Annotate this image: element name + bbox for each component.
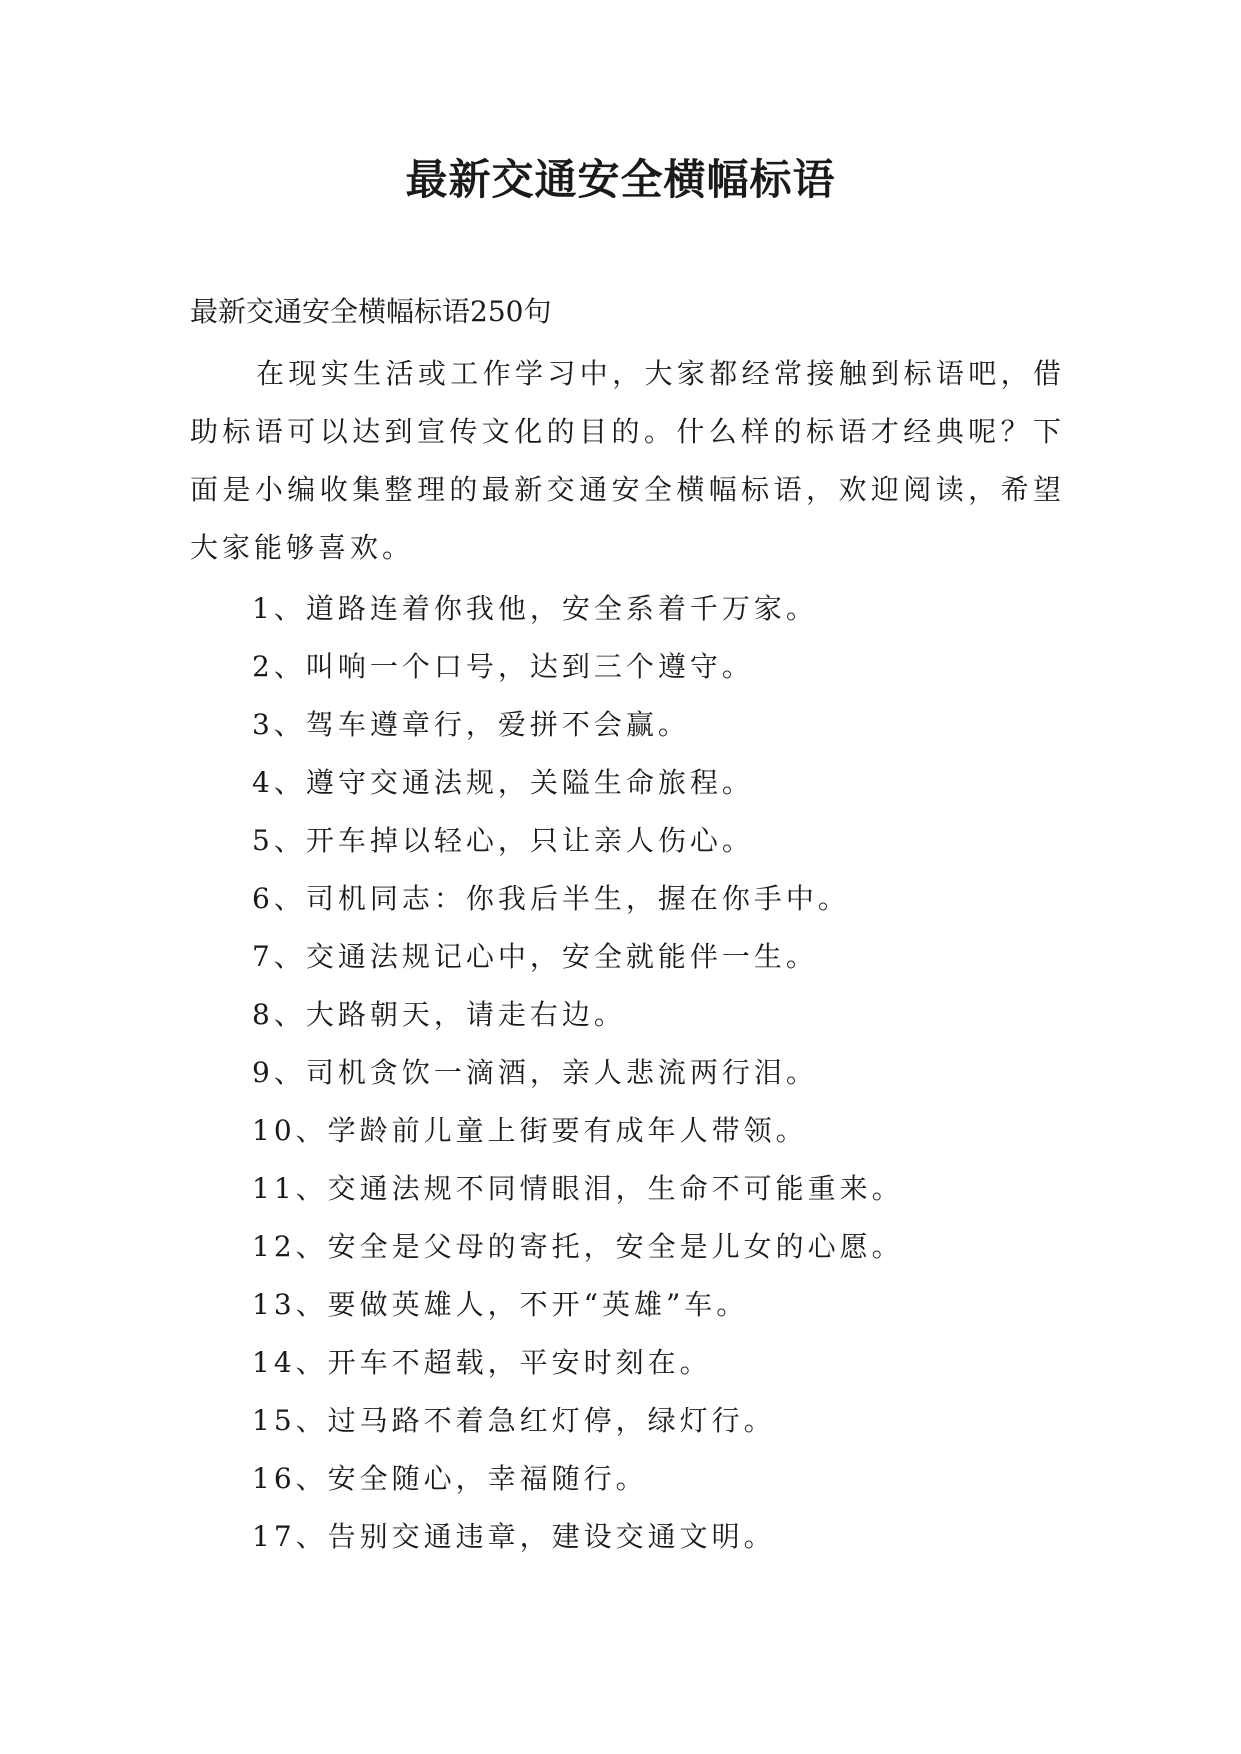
slogan-item: 10、学龄前儿童上街要有成年人带领。 <box>252 1114 808 1147</box>
slogan-item: 2、叫响一个口号，达到三个遵守。 <box>252 650 754 683</box>
slogan-item: 4、遵守交通法规，关隘生命旅程。 <box>252 766 754 799</box>
slogan-item: 16、安全随心，幸福随行。 <box>252 1462 648 1495</box>
slogan-item: 1、道路连着你我他，安全系着千万家。 <box>252 592 818 625</box>
slogan-item: 15、过马路不着急红灯停，绿灯行。 <box>252 1404 776 1437</box>
slogan-item: 3、驾车遵章行，爱拼不会赢。 <box>252 708 690 741</box>
slogan-list <box>252 580 904 1566</box>
document-subtitle: 最新交通安全横幅标语250句 <box>190 295 552 328</box>
slogan-item: 9、司机贪饮一滴酒，亲人悲流两行泪。 <box>252 1056 818 1089</box>
slogan-item: 12、安全是父母的寄托，安全是儿女的心愿。 <box>252 1230 904 1263</box>
slogan-item: 8、大路朝天，请走右边。 <box>252 998 626 1031</box>
document-title: 最新交通安全横幅标语 <box>405 155 836 204</box>
slogan-item: 6、司机同志：你我后半生，握在你手中。 <box>252 882 850 915</box>
slogan-item: 17、告别交通违章，建设交通文明。 <box>252 1520 776 1553</box>
slogan-item: 7、交通法规记心中，安全就能伴一生。 <box>252 940 818 973</box>
slogan-item: 11、交通法规不同情眼泪，生命不可能重来。 <box>252 1172 904 1205</box>
slogan-item: 14、开车不超载，平安时刻在。 <box>252 1346 712 1379</box>
slogan-item: 13、要做英雄人，不开“英雄”车。 <box>252 1288 749 1321</box>
intro-paragraph: 在现实生活或工作学习中，大家都经常接触到标语吧，借助标语可以达到宣传文化的目的。什么样的标语才经典呢？下面是小编收集整理的最新交通安全横幅标语，欢迎阅读，希望大家能够喜欢。 <box>190 357 1065 564</box>
slogan-item: 5、开车掉以轻心，只让亲人伤心。 <box>252 824 754 857</box>
